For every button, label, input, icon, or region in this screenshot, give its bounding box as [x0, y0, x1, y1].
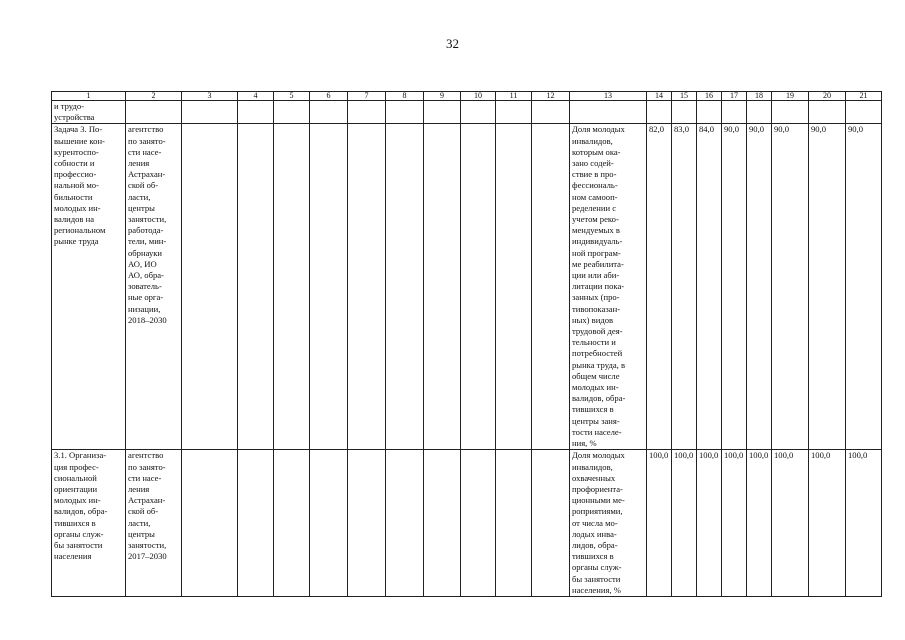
- table-row: [52, 101, 882, 124]
- column-number: 11: [496, 92, 532, 101]
- table-row: [52, 450, 882, 597]
- indicator-value: 90,0: [846, 124, 882, 450]
- responsible-executor: агентство по занято- сти насе- ления Астрахан- ской об- ласти, центры занятости, 2017–2030: [126, 450, 182, 597]
- indicator-value: [722, 101, 747, 124]
- indicator-value: [647, 101, 672, 124]
- column-number: 17: [722, 92, 747, 101]
- indicator-table: [51, 91, 882, 597]
- column-number: 20: [809, 92, 846, 101]
- indicator-value: [772, 101, 809, 124]
- responsible-executor: [126, 101, 182, 124]
- column-number: 8: [386, 92, 424, 101]
- indicator-value: 100,0: [772, 450, 809, 597]
- indicator-value: [809, 101, 846, 124]
- column-number: 6: [310, 92, 348, 101]
- column-number: 5: [274, 92, 310, 101]
- indicator-value: 100,0: [747, 450, 772, 597]
- indicator-value: 83,0: [672, 124, 697, 450]
- indicator-value: 90,0: [747, 124, 772, 450]
- indicator-name: Доля молодых инвалидов, которым ока- зано содей- ствие в про- фессиональ- ном самооп- ределении с учетом реко- мендуемых в индивидуаль- ной програм- ме реабилита- ции или аби- литации пока- занных (про- тивопоказан- ных) видов трудовой дея- тельности и потребностей рынка труда, в общем числе молодых ин- валидов, обра- тившихся в центры заня- тости населе- ния, %: [570, 124, 647, 450]
- page-number: 32: [446, 36, 459, 51]
- indicator-value: 100,0: [647, 450, 672, 597]
- indicator-name: [570, 101, 647, 124]
- indicator-value: [672, 101, 697, 124]
- indicator-value: [846, 101, 882, 124]
- indicator-value: 100,0: [697, 450, 722, 597]
- column-number: 13: [570, 92, 647, 101]
- indicator-value: 84,0: [697, 124, 722, 450]
- column-number: 16: [697, 92, 722, 101]
- column-number: 12: [532, 92, 570, 101]
- indicator-value: [697, 101, 722, 124]
- column-number: 21: [846, 92, 882, 101]
- indicator-value: 90,0: [722, 124, 747, 450]
- indicator-value: 100,0: [809, 450, 846, 597]
- indicator-value: 100,0: [846, 450, 882, 597]
- column-number: 1: [52, 92, 126, 101]
- column-number: 2: [126, 92, 182, 101]
- column-number: 4: [238, 92, 274, 101]
- column-number: 15: [672, 92, 697, 101]
- responsible-executor: агентство по занято- сти насе- ления Астрахан- ской об- ласти, центры занятости, работода- тели, мин- обрнауки АО, ИО АО, обра- зователь- ные орга- низации, 2018–2030: [126, 124, 182, 450]
- table-row: [52, 124, 882, 450]
- measure-name: и трудо- устройства: [52, 101, 126, 124]
- indicator-value: 90,0: [809, 124, 846, 450]
- indicator-value: 90,0: [772, 124, 809, 450]
- column-number: 10: [461, 92, 496, 101]
- indicator-name: Доля молодых инвалидов, охваченных профориента- ционными ме- роприятиями, от числа мо- лодых инва- лидов, обра- тившихся в органы служ- бы занятости населения, %: [570, 450, 647, 597]
- column-number: 14: [647, 92, 672, 101]
- indicator-value: 82,0: [647, 124, 672, 450]
- column-number: 7: [348, 92, 386, 101]
- indicator-value: [747, 101, 772, 124]
- column-number: 19: [772, 92, 809, 101]
- column-number: 18: [747, 92, 772, 101]
- indicator-value: 100,0: [722, 450, 747, 597]
- indicator-value: 100,0: [672, 450, 697, 597]
- column-number-row: [52, 92, 882, 101]
- measure-name: 3.1. Организа- ция профес- сиональной ориентации молодых ин- валидов, обра- тившихся в органы служ- бы занятости населения: [52, 450, 126, 597]
- column-number: 3: [182, 92, 238, 101]
- measure-name: Задача 3. По- вышение кон- курентоспо- собности и профессио- нальной мо- бильности молодых ин- валидов на региональном рынке труда: [52, 124, 126, 450]
- column-number: 9: [424, 92, 461, 101]
